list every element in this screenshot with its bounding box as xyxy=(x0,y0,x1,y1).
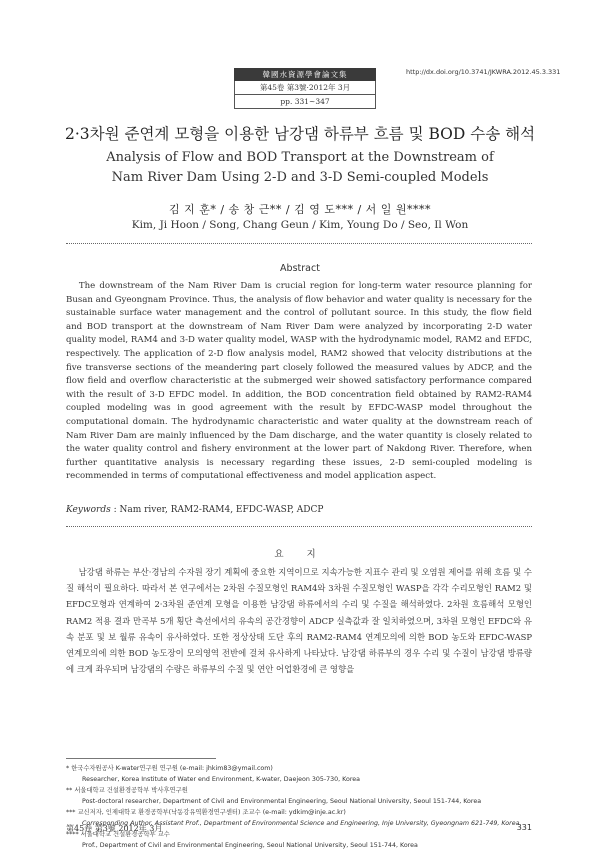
footnote-3-ko xyxy=(66,807,536,818)
abstract-text: The downstream of the Nam River Dam is crucial region for long-term water resource planning for Busan and Gyeongnam Province. Thus, the analysis of flow behavior and water quality is necessary for the sustainable surface water management and the control of pollutant source. In this study, the flow field and BOD transport at the downstream of Nam River Dam were analyzed by incorporating 2-D water quality model, RAM4 and 3-D water quality model, WASP with the hydrodynamic model, RAM2 and EFDC, respectively. The application of 2-D flow analysis model, RAM2 showed that velocity distributions at the five transverse sections of the meandering part closely followed the measured values by ADCP, and the flow field and overflow characteristic at the submerged weir showed satisfactory performance compared with the result of 3-D EFDC model. In addition, the BOD concentration field obtained by RAM2-RAM4 coupled modeling was in good agreement with the result by EFDC-WASP model throughout the computational domain. The hydrodynamic characteristic and water quality at the downstream reach of Nam River Dam are mainly influenced by the Dam discharge, and the water quantity is closely related to the water quality control and fishery environment at the lower part of Nakdong River. Therefore, when further quantitative analysis is necessary regarding these issues, 2-D semi-coupled modeling is recommended in terms of computational effectiveness and model application aspect. xyxy=(66,281,532,482)
paper-title-english xyxy=(0,148,600,188)
footnote-mark: * xyxy=(66,765,70,772)
journal-name: 韓國水資源學會論文集 xyxy=(234,68,376,81)
keywords-label: Keywords xyxy=(66,505,111,515)
abstract-heading: Abstract xyxy=(280,263,320,274)
korean-summary-text: 남강댐 하류는 부산·경남의 수자원 장기 계획에 중요한 지역이므로 지속가능한 지표수 관리 및 오염원 제어를 위해 흐름 및 수질 해석이 필요하다. 따라서 본 연구에서는 2차원 수질모형인 RAM4와 3차원 수질모형인 WASP을 각각 수리모형인 RAM2 및 EFDC모형과 연계하여 2·3차원 준연계 모형을 이용한 남강댐 하류에서의 수리 및 수질을 해석하였다. 2차원 흐름해석 모형인 RAM2 적용 결과 만곡부 5개 횡단 측선에서의 유속의 공간경향이 ADCP 실측값과 잘 일치하였으며, 3차원 모형인 EFDC와 유속 분포 및 보 월류 유속이 유사하였다. 또한 정상상태 도단 후의 RAM2-RAM4 연계모의에 의한 BOD 농도와 EFDC-WASP 연계모의에 의한 BOD 농도장이 모의영역 전반에 걸쳐 유사하게 나타났다. 남강댐 하류부의 경우 수리 및 수질이 남강댐 방류량에 크게 좌우되며 남강댐의 수량은 하류부의 수질 및 연안 어업환경에 큰 영향을 xyxy=(66,567,532,675)
korean-summary-heading: 요 지 xyxy=(274,549,326,560)
footnote-1-en: Researcher, Korea Institute of Water end Environment, K-water, Daejeon 305-730, Korea xyxy=(82,776,361,783)
footnote-1-ko xyxy=(66,763,536,774)
footnote-4-en: Prof., Department of Civil and Environmental Engineering, Seoul National University, Seoul 151-744, Korea xyxy=(82,842,418,849)
footnote-mark: **** xyxy=(66,831,79,838)
volume-issue: 第45卷 第3號·2012年 3月 xyxy=(234,81,376,95)
title-english-line-2: Nam River Dam Using 2-D and 3-D Semi-coupled Models xyxy=(111,170,489,185)
paper-title-korean: 2·3차원 준연계 모형을 이용한 남강댐 하류부 흐름 및 BOD 수송 해석 xyxy=(64,125,536,143)
footnotes xyxy=(66,763,536,851)
footnote-3-en-text: Corresponding Author, Assistant Prof., Department of Environmental Science and Engineering, Inje University, Gyeongnam 621-749, Korea xyxy=(82,820,520,827)
divider-bottom xyxy=(66,526,532,527)
authors-english: Kim, Ji Hoon / Song, Chang Geun / Kim, Young Do / Seo, Il Won xyxy=(131,219,469,231)
title-english-line-1: Analysis of Flow and BOD Transport at the Downstream of xyxy=(106,150,494,165)
page-number: 331 xyxy=(516,823,532,832)
footnote-mark: ** xyxy=(66,787,73,794)
footer-volume-info: 第45卷 第3號 2012年 3月 xyxy=(66,824,163,833)
authors-korean: 김 지 훈* / 송 창 근** / 김 영 도*** / 서 일 원**** xyxy=(168,203,432,216)
keywords-list: : Nam river, RAM2-RAM4, EFDC-WASP, ADCP xyxy=(110,505,324,515)
page-range: pp. 331~347 xyxy=(234,95,376,109)
footnote-text: 교신저자, 인제대학교 환경공학부(낙동강유역환경연구센터) 조교수 (e-mail: ydkim@inje.ac.kr) xyxy=(77,809,346,816)
journal-info-box xyxy=(234,68,376,109)
footnote-2-ko xyxy=(66,785,536,796)
keywords-line xyxy=(66,505,532,515)
footnote-mark: *** xyxy=(66,809,76,816)
doi-link[interactable]: http://dx.doi.org/10.3741/JKWRA.2012.45.3.331 xyxy=(406,68,561,76)
footnote-2-en: Post-doctoral researcher, Department of Civil and Environmental Engineering, Seoul National University, Seoul 151-744, Korea xyxy=(82,798,482,805)
footnote-rule xyxy=(66,758,216,759)
footnote-text: 서울대학교 건설환경공학부 박사후연구원 xyxy=(74,787,188,794)
footnote-text: 한국수자원공사 K-water연구원 연구원 (e-mail: jhkim83@ymail.com) xyxy=(71,765,273,772)
footnote-text: 서울대학교 건설환경공학부 교수 xyxy=(80,831,170,838)
divider-top xyxy=(66,243,532,244)
